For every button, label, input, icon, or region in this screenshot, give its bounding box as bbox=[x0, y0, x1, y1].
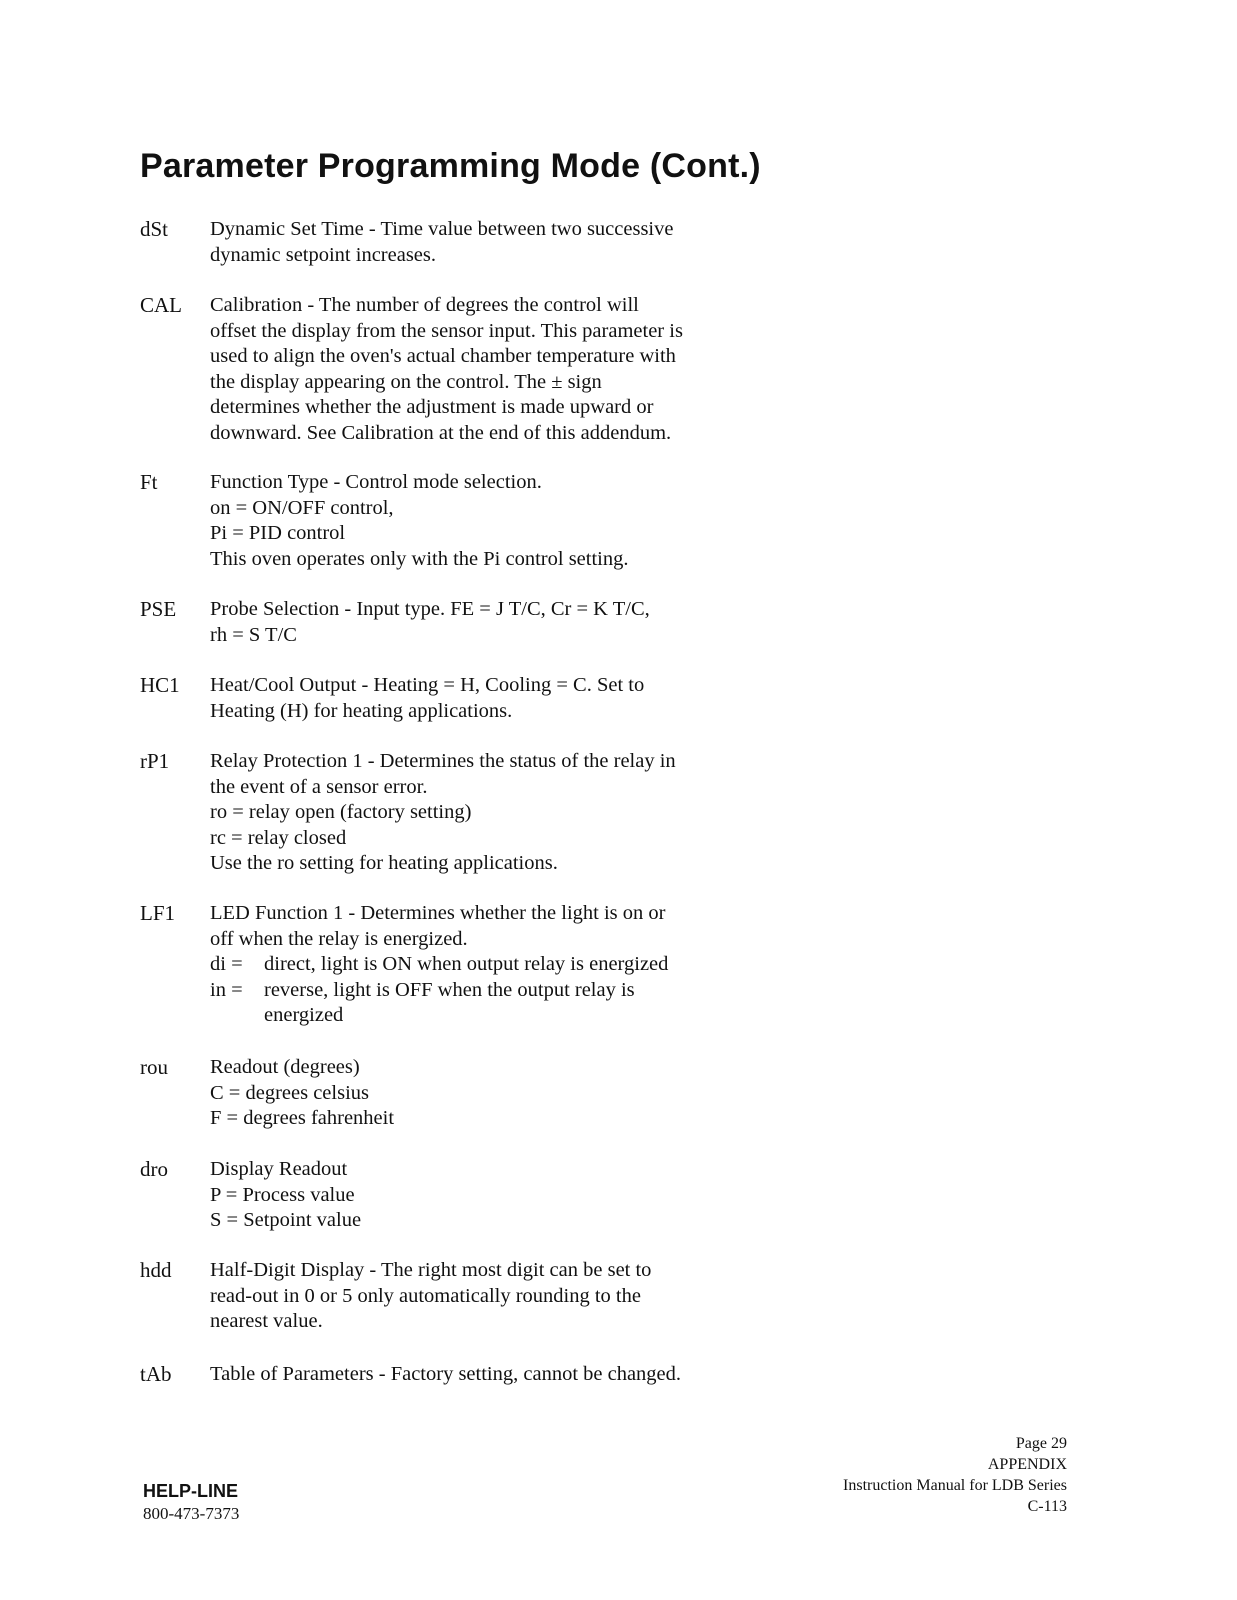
description-line: the display appearing on the control. The ± sign bbox=[210, 370, 602, 393]
param-code: dro bbox=[140, 1157, 168, 1181]
option-text: direct, light is ON when output relay is energized bbox=[264, 953, 669, 975]
param-code: rou bbox=[140, 1055, 168, 1079]
description-line: Pi = PID control bbox=[210, 522, 346, 544]
description-line: used to align the oven's actual chamber temperature with bbox=[210, 345, 676, 367]
description-line: C = degrees celsius bbox=[210, 1081, 370, 1104]
helpline-label: HELP-LINE bbox=[143, 1481, 239, 1501]
description-line: dynamic setpoint increases. bbox=[210, 243, 437, 266]
option-row bbox=[210, 978, 730, 1004]
description-line: the event of a sensor error. bbox=[210, 775, 428, 798]
description-line: downward. See Calibration at the end of this addendum. bbox=[210, 421, 672, 444]
description-line: nearest value. bbox=[210, 1310, 323, 1332]
description-line: S = Setpoint value bbox=[210, 1209, 362, 1231]
helpline-block bbox=[143, 1480, 239, 1526]
description-line: ro = relay open (factory setting) bbox=[210, 801, 472, 823]
option-continuation: energized bbox=[264, 1004, 344, 1026]
description-line: Dynamic Set Time - Time value between two successive bbox=[210, 218, 674, 240]
option-key: in = bbox=[210, 978, 243, 1001]
description-line: Readout (degrees) bbox=[210, 1056, 360, 1078]
param-description bbox=[210, 673, 730, 724]
description-line: rc = relay closed bbox=[210, 826, 347, 849]
param-code: LF1 bbox=[140, 901, 176, 925]
description-line: off when the relay is energized. bbox=[210, 927, 468, 950]
description-line: Table of Parameters - Factory setting, cannot be changed. bbox=[210, 1363, 682, 1385]
helpline-phone: 800-473-7373 bbox=[143, 1504, 240, 1523]
param-code: CAL bbox=[140, 293, 182, 317]
param-code: PSE bbox=[140, 597, 177, 621]
param-description bbox=[210, 1362, 730, 1388]
option-key: di = bbox=[210, 953, 243, 975]
description-line: Probe Selection - Input type. FE = J T/C, Cr = K T/C, bbox=[210, 598, 650, 620]
description-line: Heat/Cool Output - Heating = H, Cooling = C. Set to bbox=[210, 674, 645, 696]
description-line: P = Process value bbox=[210, 1183, 355, 1206]
option-text: reverse, light is OFF when the output relay is bbox=[264, 978, 635, 1001]
param-description bbox=[210, 293, 730, 446]
page-number: Page 29 bbox=[1015, 1435, 1067, 1452]
description-line: read-out in 0 or 5 only automatically rounding to the bbox=[210, 1284, 641, 1307]
param-code: Ft bbox=[140, 470, 158, 494]
param-description bbox=[210, 901, 730, 1029]
description-line: on = ON/OFF control, bbox=[210, 496, 394, 519]
section-label: APPENDIX bbox=[987, 1456, 1067, 1473]
page-code: C-113 bbox=[1027, 1498, 1067, 1515]
description-line: determines whether the adjustment is made upward or bbox=[210, 396, 654, 418]
description-line: Display Readout bbox=[210, 1158, 348, 1180]
page-title: Parameter Programming Mode (Cont.) bbox=[140, 147, 761, 185]
description-line: LED Function 1 - Determines whether the light is on or bbox=[210, 902, 666, 924]
description-line: Function Type - Control mode selection. bbox=[210, 471, 542, 493]
description-line: Relay Protection 1 - Determines the status of the relay in bbox=[210, 750, 676, 772]
description-line: This oven operates only with the Pi control setting. bbox=[210, 547, 629, 570]
param-code: rP1 bbox=[140, 749, 170, 773]
param-description bbox=[210, 1157, 730, 1234]
page-footer-info bbox=[843, 1433, 1067, 1517]
param-description bbox=[210, 217, 730, 268]
param-description bbox=[210, 1055, 730, 1132]
description-line: Calibration - The number of degrees the control will bbox=[210, 294, 639, 316]
param-code: dSt bbox=[140, 217, 169, 241]
description-line: rh = S T/C bbox=[210, 623, 297, 646]
description-line: Heating (H) for heating applications. bbox=[210, 699, 513, 722]
param-description bbox=[210, 470, 730, 572]
manual-title: Instruction Manual for LDB Series bbox=[843, 1477, 1067, 1494]
description-line: F = degrees fahrenheit bbox=[210, 1107, 395, 1129]
option-row bbox=[210, 952, 730, 978]
param-code: HC1 bbox=[140, 673, 180, 697]
param-description bbox=[210, 1258, 730, 1335]
description-line: Use the ro setting for heating applications. bbox=[210, 852, 558, 874]
param-description bbox=[210, 597, 730, 648]
param-code: hdd bbox=[140, 1258, 172, 1282]
description-line: Half-Digit Display - The right most digit can be set to bbox=[210, 1259, 652, 1281]
param-description bbox=[210, 749, 730, 877]
param-code: tAb bbox=[140, 1362, 172, 1386]
description-line: offset the display from the sensor input. This parameter is bbox=[210, 319, 683, 342]
